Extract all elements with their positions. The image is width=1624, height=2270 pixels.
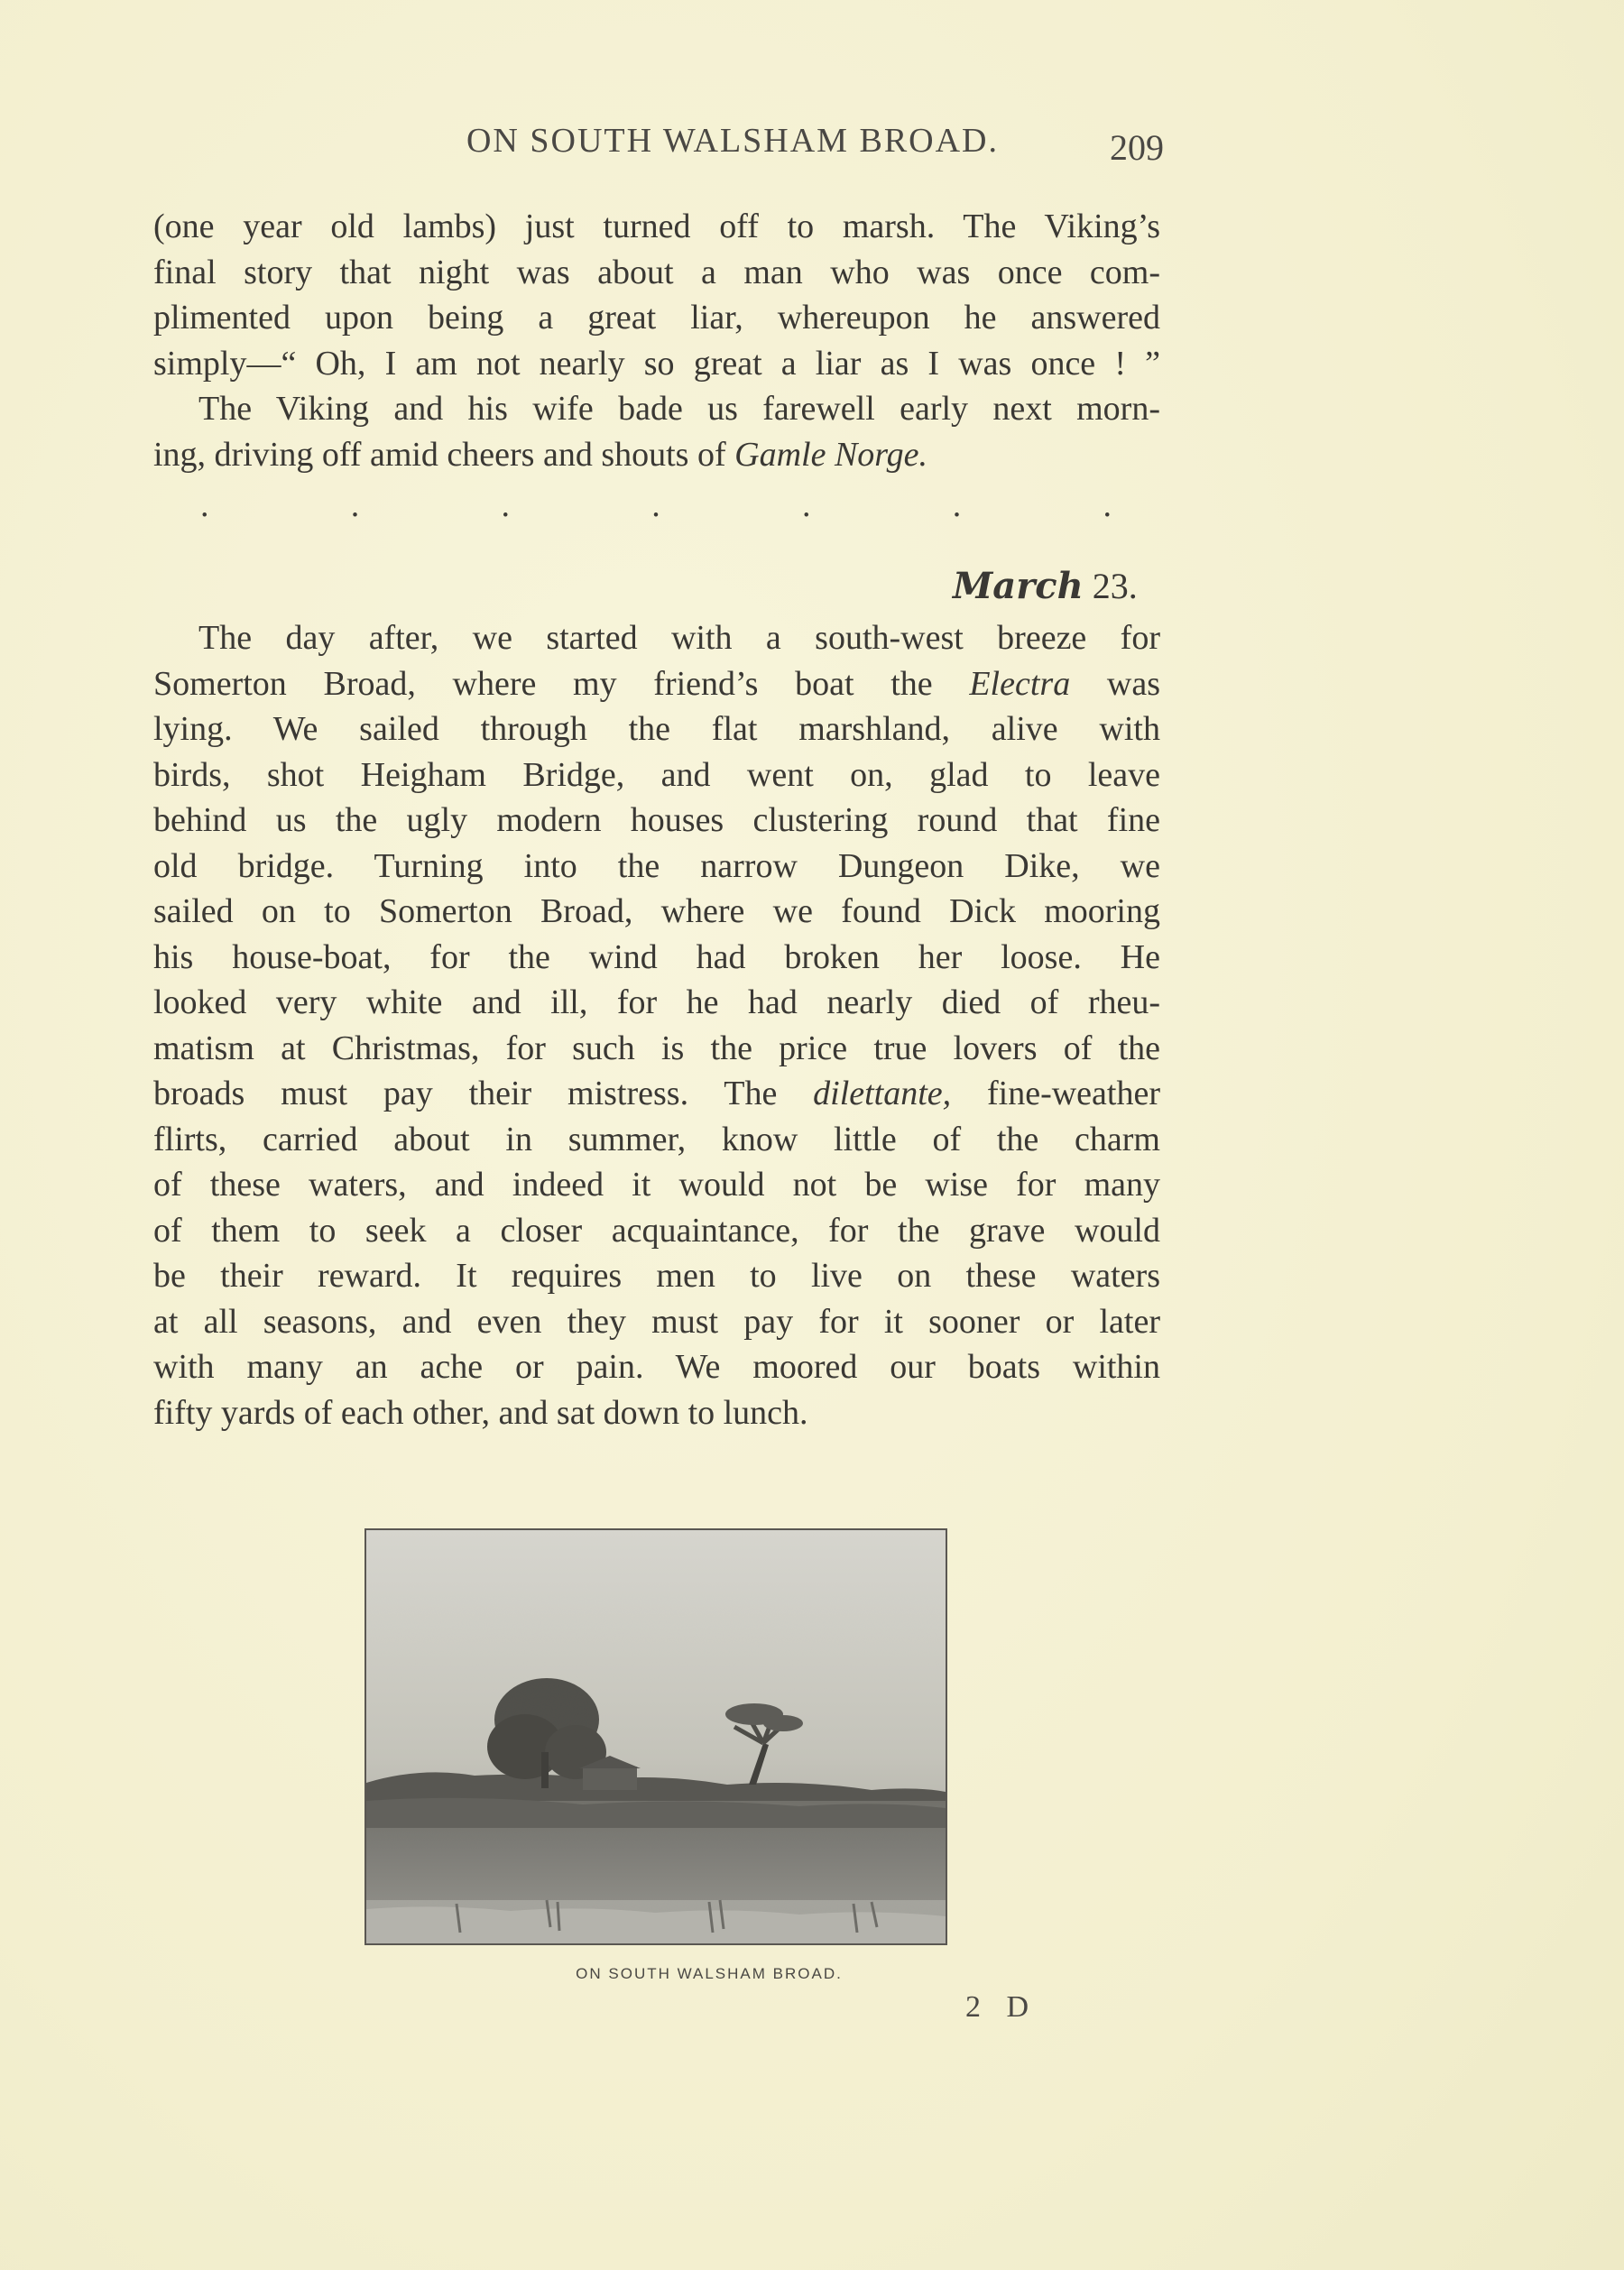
dot: . <box>952 486 962 524</box>
text-fragment: ing, driving off amid cheers and shouts of <box>153 435 735 474</box>
dateline-month: March <box>953 565 1084 607</box>
text-fragment: broads must pay their mistress. The <box>153 1075 814 1112</box>
dateline-day: 23. <box>1092 566 1138 606</box>
text-fragment: fine-weather <box>951 1075 1160 1112</box>
text-line: (one year old lambs) just turned off to marsh. The Viking’s <box>153 208 1160 245</box>
text-line: his house-boat, for the wind had broken her loose. He <box>153 937 1160 976</box>
text-line: final story that night was about a man who was once com- <box>153 253 1160 291</box>
dot: . <box>350 486 360 524</box>
paragraph-block-1 <box>153 204 1160 477</box>
figure-caption-text: ON SOUTH WALSHAM BROAD. <box>576 1965 843 1982</box>
text-line: lying. We sailed through the flat marshland, alive with <box>153 710 1160 748</box>
text-line: with many an ache or pain. We moored our boats within <box>153 1348 1160 1386</box>
signature-mark: 2 D <box>965 1990 1038 2024</box>
text-line: be their reward. It requires men to live on these waters <box>153 1257 1160 1295</box>
text-line: behind us the ugly modern houses clustering round that fine <box>153 801 1160 839</box>
text-line: old bridge. Turning into the narrow Dungeon Dike, we <box>153 846 1160 885</box>
text-line <box>153 661 1160 707</box>
text-fragment: Somerton Broad, where my friend’s boat the <box>153 664 970 703</box>
text-line: The Viking and his wife bade us farewell early next morn- <box>198 390 1160 428</box>
text-line: matism at Christmas, for such is the price true lovers of the <box>153 1029 1160 1067</box>
text-line: of these waters, and indeed it would not be wise for many <box>153 1166 1160 1204</box>
text-line: of them to seek a closer acquaintance, for the grave would <box>153 1211 1160 1250</box>
text-line <box>153 432 1160 478</box>
text-line: fifty yards of each other, and sat down to lunch. <box>153 1393 808 1432</box>
running-title-text: ON SOUTH WALSHAM BROAD. <box>466 122 999 160</box>
text-line: flirts, carried about in summer, know little of the charm <box>153 1120 1160 1158</box>
text-line: simply—“ Oh, I am not nearly so great a liar as I was once ! ” <box>153 344 1160 383</box>
figure-caption <box>0 1965 1624 1983</box>
dot: . <box>501 486 510 524</box>
italic-boat-name: Electra <box>969 664 1071 703</box>
running-title <box>0 121 1624 161</box>
text-line: at all seasons, and even they must pay for it sooner or later <box>153 1302 1160 1341</box>
text-line: The day after, we started with a south-west breeze for <box>198 619 1160 657</box>
dot: . <box>200 486 209 524</box>
text-line <box>153 1071 1160 1117</box>
dateline <box>953 565 1138 607</box>
text-line: sailed on to Somerton Broad, where we found Dick mooring <box>153 892 1160 930</box>
text-line: looked very white and ill, for he had nearly died of rheu- <box>153 983 1160 1021</box>
text-line: birds, shot Heigham Bridge, and went on, glad to leave <box>153 755 1160 794</box>
italic-phrase: Gamle Norge. <box>734 435 928 474</box>
dot: . <box>651 486 660 524</box>
landscape-photo <box>366 1530 946 1943</box>
text-line: plimented upon being a great liar, whereupon he answered <box>153 299 1160 337</box>
section-break-dots <box>200 485 1112 531</box>
italic-word: dilettante, <box>813 1075 952 1112</box>
page-number: 209 <box>1110 127 1164 168</box>
paragraph-block-2 <box>153 615 1160 1435</box>
text-fragment: was <box>1070 664 1160 703</box>
dot: . <box>1103 486 1112 524</box>
dot: . <box>802 486 811 524</box>
photo-illustration <box>364 1528 947 1945</box>
